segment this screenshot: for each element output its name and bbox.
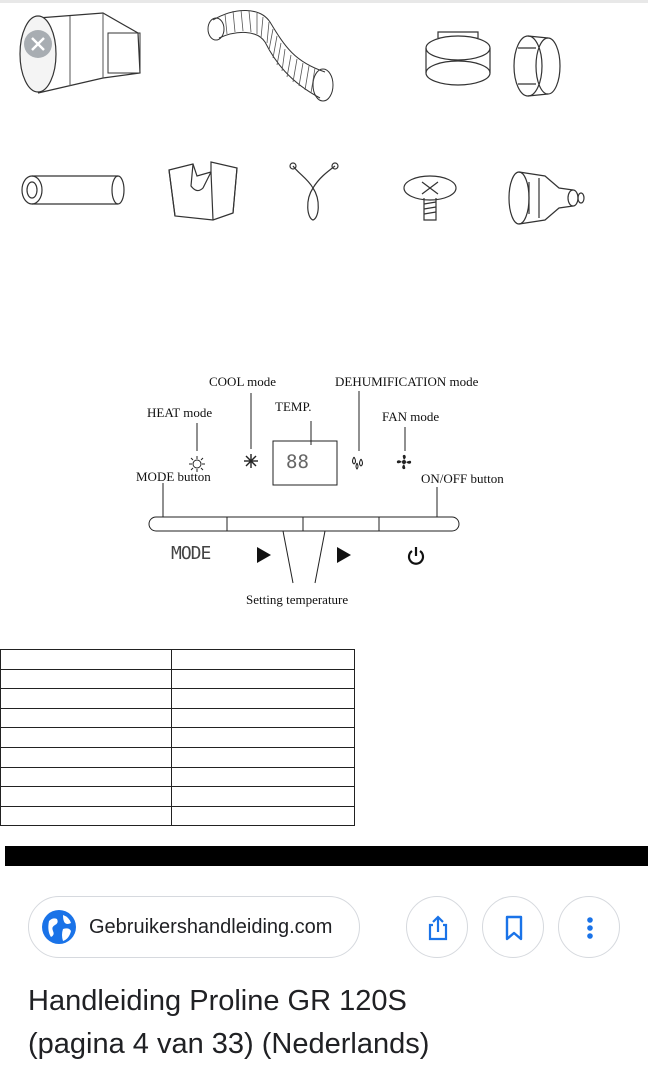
screw-image: [400, 172, 460, 227]
cable-tie-image: [285, 160, 345, 225]
table-row: [1, 806, 355, 826]
table-row: [1, 747, 355, 767]
globe-icon: [41, 909, 77, 945]
bracket-clip-image: [163, 158, 243, 228]
exhaust-adapter-image: [8, 8, 148, 98]
table-row: [1, 689, 355, 709]
more-vert-icon: [576, 914, 604, 942]
table-row: [1, 767, 355, 787]
dehumidification-mode-icon: [349, 453, 367, 471]
control-panel-diagram: [133, 365, 523, 613]
mode-button-label: MODE button: [136, 469, 211, 484]
share-button[interactable]: [406, 896, 468, 958]
bookmark-button[interactable]: [482, 896, 544, 958]
table-row: [1, 708, 355, 728]
image-bottom-bar: [5, 846, 648, 866]
more-options-button[interactable]: [558, 896, 620, 958]
mode-panel-text: MODE: [171, 543, 211, 564]
temp-label: TEMP.: [275, 399, 312, 414]
panel-lines: [133, 365, 523, 613]
drain-pipe-image: [18, 170, 128, 210]
heat-mode-label: HEAT mode: [147, 405, 213, 420]
table-row: [1, 669, 355, 689]
source-site-name: Gebruikershandleiding.com: [89, 916, 333, 938]
fan-mode-label: FAN mode: [382, 409, 440, 424]
dehumidification-mode-label: DEHUMIFICATION mode: [335, 374, 479, 389]
result-title-line1: Handleiding Proline GR 120S: [28, 985, 407, 1017]
table-row: [1, 650, 355, 670]
source-site-chip[interactable]: [28, 896, 360, 958]
bookmark-icon: [500, 914, 528, 942]
cool-mode-label: COOL mode: [209, 374, 277, 389]
fan-mode-icon: [395, 453, 413, 471]
result-title[interactable]: [28, 980, 628, 1066]
hose-connectors-image: [418, 28, 568, 103]
drain-adapter-image: [505, 168, 590, 228]
temp-display: 88: [286, 451, 309, 473]
exhaust-hose-image: [205, 2, 340, 112]
cool-mode-icon: [243, 453, 259, 469]
onoff-button-label: ON/OFF button: [421, 471, 504, 486]
setting-temperature-label: Setting temperature: [246, 592, 349, 607]
share-icon: [424, 914, 452, 942]
power-icon: [405, 545, 427, 567]
table-row: [1, 787, 355, 807]
spec-table: [0, 649, 355, 826]
result-title-line2: (pagina 4 van 33) (Nederlands): [28, 1028, 430, 1060]
table-row: [1, 728, 355, 748]
